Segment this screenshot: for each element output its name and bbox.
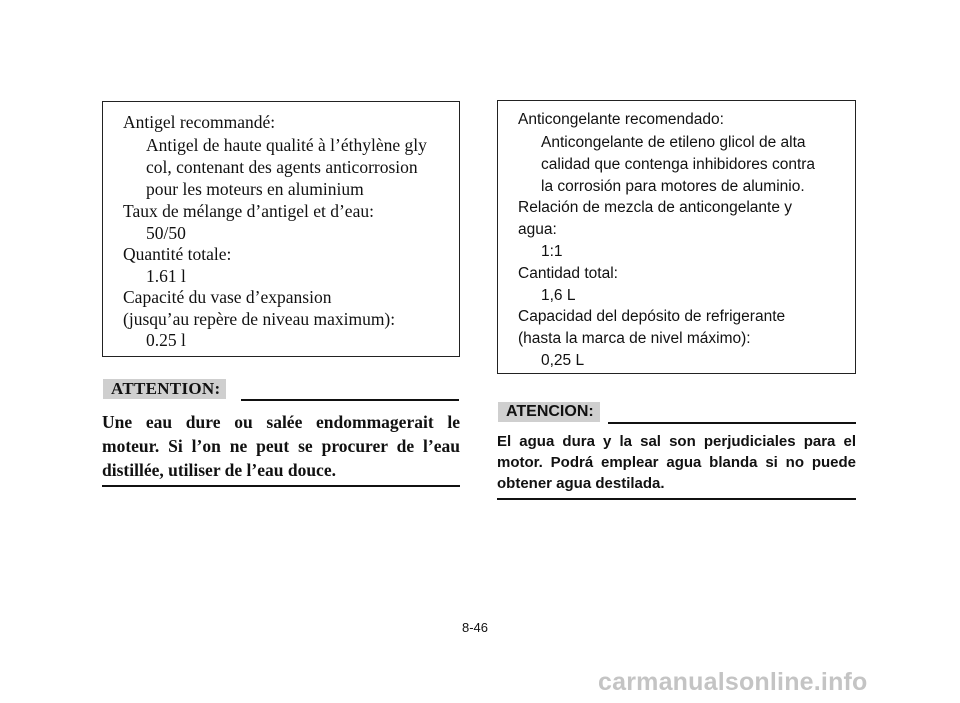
fr-notice-bottom-rule xyxy=(102,485,460,487)
fr-spec-value-quantity: 1.61 l xyxy=(146,266,186,286)
es-spec-value-reservoir: 0,25 L xyxy=(541,352,585,369)
watermark: carmanualsonline.info xyxy=(598,668,868,696)
es-attention-label: ATENCION: xyxy=(498,402,600,422)
fr-spec-text: Antigel de haute qualité à l’éthylène gly xyxy=(146,135,427,155)
es-spec-text: (hasta la marca de nivel máximo): xyxy=(518,330,751,347)
fr-attention-rule xyxy=(241,399,459,401)
fr-spec-heading-mix: Taux de mélange d’antigel et d’eau: xyxy=(123,201,374,221)
es-spec-text: agua: xyxy=(518,221,557,238)
es-attention-rule xyxy=(608,422,856,424)
es-spec-text: calidad que contenga inhibidores contra xyxy=(541,156,816,173)
es-spec-text: Anticongelante de etileno glicol de alta xyxy=(541,134,806,151)
fr-spec-text: pour les moteurs en aluminium xyxy=(146,179,364,199)
es-spec-heading-reservoir: Capacidad del depósito de refrigerante xyxy=(518,308,786,325)
page-number: 8-46 xyxy=(462,620,489,635)
es-spec-value-mix: 1:1 xyxy=(541,243,563,260)
es-spec-heading-mix: Relación de mezcla de anticongelante y xyxy=(518,199,793,216)
fr-attention-text: Une eau dure ou salée endommagerait le moteur. Si l’on ne peut se procurer de l’eau distillée, utiliser de l’eau douce. xyxy=(102,412,460,480)
es-attention-text: El agua dura y la sal son perjudiciales para el motor. Podrá emplear agua blanda si no puede obtener agua destilada. xyxy=(497,433,856,492)
fr-spec-text: col, contenant des agents anticorrosion xyxy=(146,157,418,177)
fr-spec-value-reservoir: 0.25 l xyxy=(146,330,186,350)
fr-spec-heading-quantity: Quantité totale: xyxy=(123,244,232,264)
es-spec-value-quantity: 1,6 L xyxy=(541,287,576,304)
fr-spec-text: (jusqu’au repère de niveau maximum): xyxy=(123,309,396,329)
es-spec-text: la corrosión para motores de aluminio. xyxy=(541,178,805,195)
es-spec-heading-antifreeze: Anticongelante recomendado: xyxy=(518,111,724,128)
fr-attention-label: ATTENTION: xyxy=(103,379,226,399)
fr-spec-heading-reservoir: Capacité du vase d’expansion xyxy=(123,287,332,307)
fr-spec-heading-antifreeze: Antigel recommandé: xyxy=(123,112,276,132)
es-spec-heading-quantity: Cantidad total: xyxy=(518,265,618,282)
es-notice-bottom-rule xyxy=(497,498,856,500)
fr-spec-value-mix: 50/50 xyxy=(146,223,186,243)
